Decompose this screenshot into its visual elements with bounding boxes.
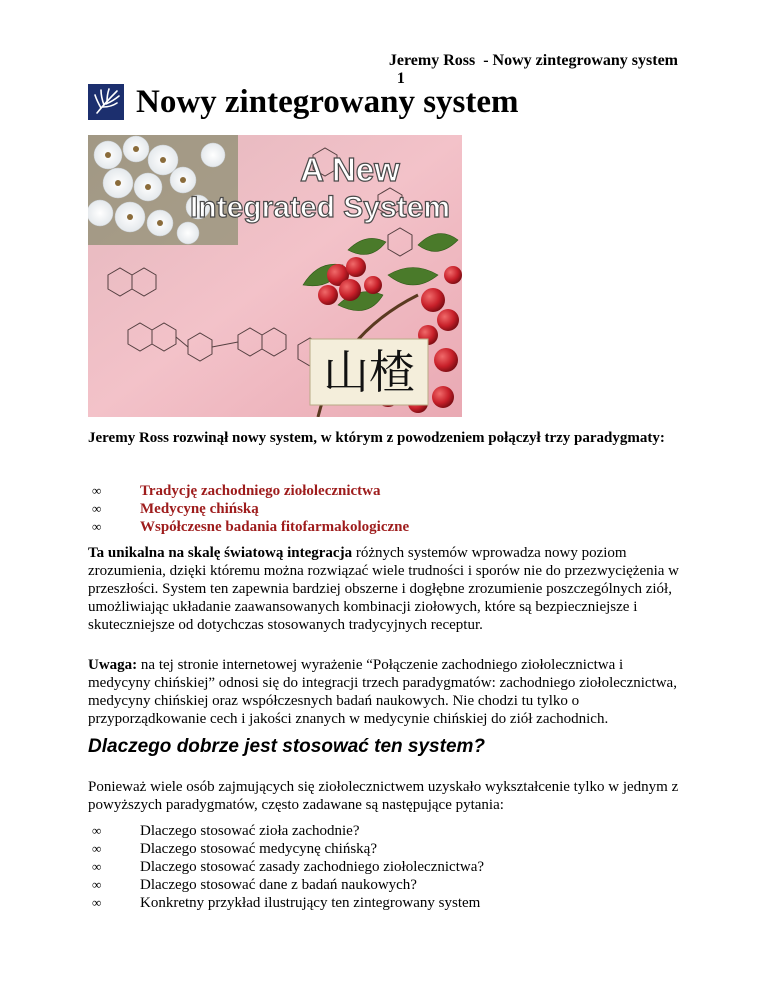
list-item: ∞ Dlaczego stosować dane z badań naukowych?: [92, 877, 417, 893]
bullet-icon: ∞: [92, 877, 102, 892]
hero-image: [88, 135, 462, 417]
note-paragraph: [88, 656, 688, 728]
bullet-icon: ∞: [92, 859, 102, 874]
page-number: 1: [396, 70, 405, 87]
integration-body: różnych systemów wprowadza nowy poziom zrozumienia, dzięki któremu można rozwiązać wiele trudności i sporów nie do przezwyciężenia w przeszłości. System ten zapewnia bardziej obszerne i dogłębne zrozumienie poszczególnych ziół, umożliwiając układanie zaawansowanych kombinacji ziołowych, które są bezpieczniejsze i skuteczniejsze od dotychczas stosowanych tradycyjnych receptur.: [88, 545, 680, 633]
paradigm-list: [88, 482, 688, 536]
title-row: [88, 82, 519, 121]
bullet-icon: ∞: [92, 823, 102, 838]
running-title: Jeremy Ross - Nowy zintegrowany system: [388, 52, 678, 69]
page-title: Nowy zintegrowany system: [136, 84, 519, 120]
section-heading: Dlaczego dobrze jest stosować ten system?: [88, 736, 486, 757]
note-body: na tej stronie internetowej wyrażenie “Połączenie zachodniego ziołolecznictwa i medycyny chińskiej” odnosi się do integracji trzech paradygmatów: zachodniego ziołolecznictwa, medycyny chińskiej oraz współczesnych badań naukowych. Nie chodzi tu tylko o przyporządkowanie cech i jakości znanych w medycynie chińskiej do ziół zachodnich.: [88, 657, 677, 727]
bullet-icon: ∞: [92, 483, 102, 498]
list-item: ∞ Dlaczego stosować zioła zachodnie?: [92, 823, 360, 839]
bullet-icon: ∞: [92, 519, 102, 534]
list-item: ∞ Konkretny przykład ilustrujący ten zintegrowany system: [92, 895, 481, 911]
list-item: ∞ Dlaczego stosować medycynę chińską?: [92, 841, 377, 857]
bullet-icon: ∞: [92, 841, 102, 856]
running-header: [381, 34, 678, 88]
plant-logo-icon: [88, 84, 124, 120]
integration-lead: Ta unikalna na skalę światową integracja: [88, 545, 353, 561]
bullet-icon: ∞: [92, 895, 102, 910]
blossom-cluster: [88, 135, 238, 245]
questions-list: [88, 822, 688, 912]
note-label: Uwaga:: [88, 657, 138, 673]
list-item: ∞ Dlaczego stosować zasady zachodniego ziołolecznictwa?: [92, 859, 485, 875]
bullet-icon: ∞: [92, 501, 102, 516]
hero-title-line1: A New: [300, 151, 400, 188]
list-item: ∞ Medycynę chińską: [92, 501, 259, 517]
hero-title-line2: Integrated System: [189, 191, 451, 224]
list-item: ∞ Współczesne badania fitofarmakologiczne: [92, 519, 410, 535]
intro-text: Jeremy Ross rozwinął nowy system, w którym z powodzeniem połączył trzy paradygmaty:: [88, 430, 665, 446]
cjk-characters: 山楂: [323, 345, 415, 399]
questions-intro: Ponieważ wiele osób zajmujących się ziołolecznictwem uzyskało wykształcenie tylko w jednym z powyższych paradygmatów, często zadawane są następujące pytania:: [88, 779, 679, 813]
integration-paragraph: [88, 544, 688, 634]
list-item: ∞ Tradycję zachodniego ziołolecznictwa: [92, 483, 381, 499]
